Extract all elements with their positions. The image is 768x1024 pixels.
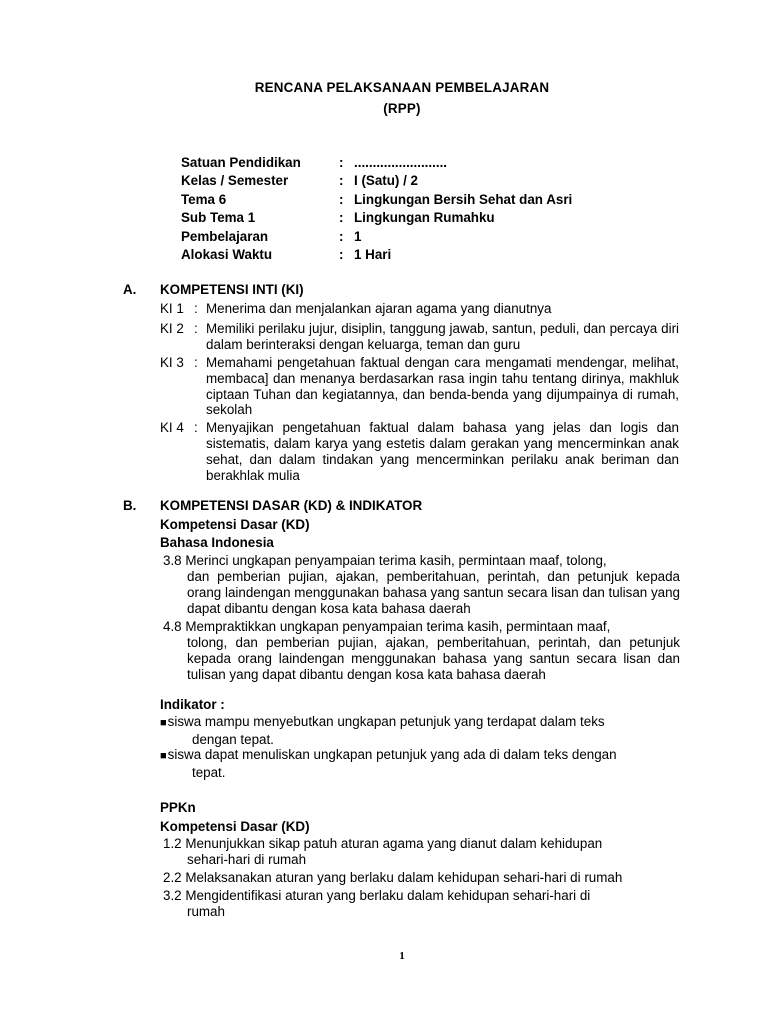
info-colon: :	[339, 228, 344, 244]
info-row-subtema	[181, 209, 572, 227]
ki-code: KI 2	[160, 320, 184, 336]
ki-list	[160, 301, 679, 484]
info-value: 1	[354, 228, 362, 244]
section-a-heading	[123, 282, 304, 297]
ki-code: KI 4	[160, 420, 184, 436]
section-letter: A.	[123, 282, 137, 297]
ki-item	[160, 355, 679, 419]
ki-item	[160, 321, 679, 353]
indikator-item	[160, 714, 680, 748]
ki-text: Menerima dan menjalankan ajaran agama yang dianutnya	[206, 301, 552, 316]
identity-table	[181, 154, 572, 264]
ki-code: KI 1	[160, 301, 184, 316]
kd-continuation: sehari-hari di rumah	[187, 851, 307, 867]
info-row-pembelajaran	[181, 228, 572, 246]
ki-item	[160, 301, 679, 317]
info-row-satuan	[181, 154, 572, 172]
subject-heading-bahasa: Bahasa Indonesia	[160, 535, 274, 550]
info-row-kelas	[181, 172, 572, 190]
ki-colon: :	[194, 354, 198, 370]
kd-item	[163, 553, 680, 617]
kd-first-line: 4.8 Mempraktikkan ungkapan penyampaian terima kasih, permintaan maaf,	[163, 619, 611, 634]
info-colon: :	[339, 210, 344, 226]
info-colon: :	[339, 173, 344, 189]
info-colon: :	[339, 155, 344, 170]
info-colon: :	[339, 246, 344, 262]
indikator-continuation: dengan tepat.	[192, 731, 274, 747]
section-letter: B.	[123, 498, 137, 513]
kd-heading: Kompetensi Dasar (KD)	[160, 517, 310, 532]
kd-item	[163, 836, 680, 868]
subject-heading-ppkn: PPKn	[160, 800, 196, 815]
ki-text: Memiliki perilaku jujur, disiplin, tanggung jawab, santun, peduli, dan percaya diri dalam berinteraksi dengan keluarga, teman dan guru	[206, 320, 679, 352]
info-label: Tema 6	[181, 191, 227, 207]
kd-continuation: dan pemberian pujian, ajakan, pemberitahuan, perintah, dan petunjuk kepada orang laindengan menggunakan bahasa yang santun secara lisan dan tulisan yang dapat dibantu dengan kosa kata bahasa daerah	[187, 568, 680, 616]
kd-first-line: 3.2 Mengidentifikasi aturan yang berlaku dalam kehidupan sehari-hari di	[163, 888, 591, 903]
info-label: Pembelajaran	[181, 228, 269, 244]
square-bullet-icon: ■	[160, 750, 167, 762]
page-number: 1	[399, 950, 405, 962]
ki-code: KI 3	[160, 354, 184, 370]
kd-item	[163, 888, 680, 920]
info-colon: :	[339, 191, 344, 207]
kd-item	[163, 619, 680, 683]
kd-first-line: 1.2 Menunjukkan sikap patuh aturan agama yang dianut dalam kehidupan	[163, 836, 603, 851]
kd-item	[163, 870, 680, 886]
info-label: Sub Tema 1	[181, 210, 256, 226]
ki-text: Menyajikan pengetahuan faktual dalam bahasa yang jelas dan logis dan sistematis, dalam karya yang estetis dalam gerakan yang mencerminkan anak sehat, dan dalam tindakan yang mencerminkan perilaku anak beriman dan berakhlak mulia	[206, 420, 679, 484]
indikator-item	[160, 747, 680, 781]
document-title: RENCANA PELAKSANAAN PEMBELAJARAN	[254, 80, 550, 95]
info-value: Lingkungan Rumahku	[354, 210, 495, 226]
info-value: 1 Hari	[354, 246, 392, 262]
ki-colon: :	[194, 320, 198, 336]
ki-colon: :	[194, 420, 198, 436]
indikator-first-line	[160, 747, 617, 762]
kd-first-line: 3.8 Merinci ungkapan penyampaian terima kasih, permintaan maaf, tolong,	[163, 553, 607, 568]
ki-text: Memahami pengetahuan faktual dengan cara mengamati mendengar, melihat, membaca] dan menanya berdasarkan rasa ingin tahu tentang dirinya, makhluk ciptaan Tuhan dan kegiatannya, dan benda-benda yang dijumpainya di rumah, sekolah	[206, 354, 679, 418]
info-label: Satuan Pendidikan	[181, 155, 301, 170]
info-value: .........................	[354, 155, 448, 170]
indikator-text: siswa mampu menyebutkan ungkapan petunjuk yang terdapat dalam teks	[167, 714, 605, 729]
kd-heading-ppkn: Kompetensi Dasar (KD)	[160, 819, 310, 834]
info-row-alokasi	[181, 246, 572, 264]
kd-continuation: tolong, dan pemberian pujian, ajakan, pemberitahuan, perintah, dan petunjuk kepada orang laindengan menggunakan bahasa yang santun secara lisan dan tulisan yang dapat dibantu dengan kosa kata bahasa daerah	[187, 634, 680, 682]
kd-continuation: rumah	[187, 903, 225, 919]
ki-item	[160, 420, 679, 484]
indikator-heading: Indikator :	[160, 697, 225, 712]
info-row-tema	[181, 191, 572, 209]
square-bullet-icon: ■	[160, 717, 167, 729]
indikator-continuation: tepat.	[192, 764, 226, 780]
info-label: Kelas / Semester	[181, 173, 289, 189]
indikator-first-line	[160, 714, 605, 729]
section-title: KOMPETENSI INTI (KI)	[160, 282, 304, 297]
section-b-heading	[123, 498, 422, 513]
info-value: Lingkungan Bersih Sehat dan Asri	[354, 191, 573, 207]
info-label: Alokasi Waktu	[181, 246, 273, 262]
indikator-text: siswa dapat menuliskan ungkapan petunjuk yang ada di dalam teks dengan	[167, 747, 617, 762]
section-title: KOMPETENSI DASAR (KD) & INDIKATOR	[160, 498, 423, 513]
ki-colon: :	[194, 301, 198, 316]
document-subtitle: (RPP)	[383, 101, 421, 116]
info-value: I (Satu) / 2	[354, 173, 418, 189]
kd-first-line: 2.2 Melaksanakan aturan yang berlaku dalam kehidupan sehari-hari di rumah	[163, 870, 623, 885]
